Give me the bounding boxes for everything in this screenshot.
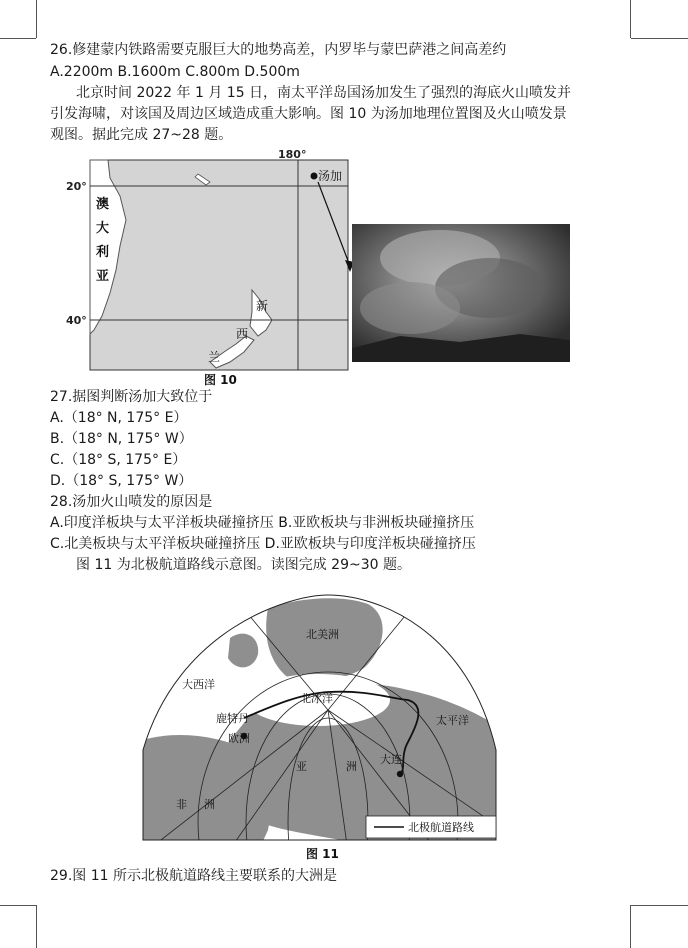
figure11-caption: 图 11	[306, 847, 339, 861]
q27-option-d: D.（18° S, 175° W）	[50, 473, 193, 489]
tonga-label: 汤加	[318, 169, 343, 183]
australia-label: 澳	[96, 197, 110, 212]
intro2-text: 图 11 为北极航道路线示意图。读图完成 29~30 题。	[76, 557, 411, 573]
q28-stem: 28.汤加火山喷发的原因是	[50, 494, 213, 510]
q26-options: A.2200m B.1600m C.800m D.500m	[50, 64, 300, 80]
crop-mark	[36, 0, 37, 38]
figure10-caption: 图 10	[204, 373, 237, 387]
arctic-label: 北冰洋	[300, 692, 333, 705]
nz-label: 西	[236, 327, 249, 341]
north-america-label: 北美洲	[306, 628, 339, 641]
europe-label: 欧洲	[228, 732, 250, 745]
legend-label: 北极航道路线	[408, 821, 474, 834]
crop-mark	[630, 905, 631, 948]
map-frame	[90, 160, 348, 370]
q27-option-c: C.（18° S, 175° E）	[50, 452, 187, 468]
eruption-photo	[352, 224, 570, 362]
crop-mark	[631, 38, 688, 39]
crop-mark	[36, 905, 37, 948]
lon-180-label: 180°	[278, 148, 307, 161]
nz-label: 兰	[208, 350, 221, 364]
q29-stem: 29.图 11 所示北极航道路线主要联系的大洲是	[50, 868, 337, 884]
rotterdam-label: 鹿特丹	[216, 712, 249, 725]
lat-20-label: 20°	[66, 180, 87, 193]
q28-options-ab: A.印度洋板块与太平洋板块碰撞挤压 B.亚欧板块与非洲板块碰撞挤压	[50, 515, 475, 531]
figure-10	[60, 148, 600, 388]
q27-option-a: A.（18° N, 175° E）	[50, 410, 188, 426]
greenland-landmass	[228, 634, 258, 668]
intro1-line2: 引发海啸，对该国及周边区域造成重大影响。图 10 为汤加地理位置图及火山喷发景	[50, 106, 567, 122]
asia-label: 亚	[296, 760, 307, 773]
q26-stem: 26.修建蒙内铁路需要克服巨大的地势高差，内罗毕与蒙巴萨港之间高差约	[50, 42, 507, 58]
australia-label: 亚	[96, 269, 110, 284]
q28-options-cd: C.北美板块与太平洋板块碰撞挤压 D.亚欧板块与印度洋板块碰撞挤压	[50, 536, 476, 552]
africa-label: 洲	[204, 798, 215, 811]
dalian-label: 大连	[380, 753, 402, 766]
intro1-line3: 观图。据此完成 27~28 题。	[50, 127, 233, 143]
africa-label: 非	[176, 798, 187, 811]
lat-40-label: 40°	[66, 314, 87, 327]
tonga-point	[311, 173, 318, 180]
australia-label: 大	[96, 221, 110, 236]
q27-stem: 27.据图判断汤加大致位于	[50, 389, 213, 405]
australia-label: 利	[96, 245, 110, 260]
pacific-label: 太平洋	[436, 714, 469, 727]
atlantic-label: 大西洋	[182, 678, 215, 691]
q27-option-b: B.（18° N, 175° W）	[50, 431, 193, 447]
figure-11	[118, 590, 528, 865]
crop-mark	[0, 38, 36, 39]
asia-label: 洲	[346, 760, 357, 773]
nz-label: 新	[256, 299, 269, 313]
intro1-line1: 北京时间 2022 年 1 月 15 日，南太平洋岛国汤加发生了强烈的海底火山喷发并	[76, 85, 572, 101]
crop-mark	[631, 905, 688, 906]
crop-mark	[630, 0, 631, 38]
crop-mark	[0, 905, 36, 906]
dalian-point	[397, 771, 403, 777]
